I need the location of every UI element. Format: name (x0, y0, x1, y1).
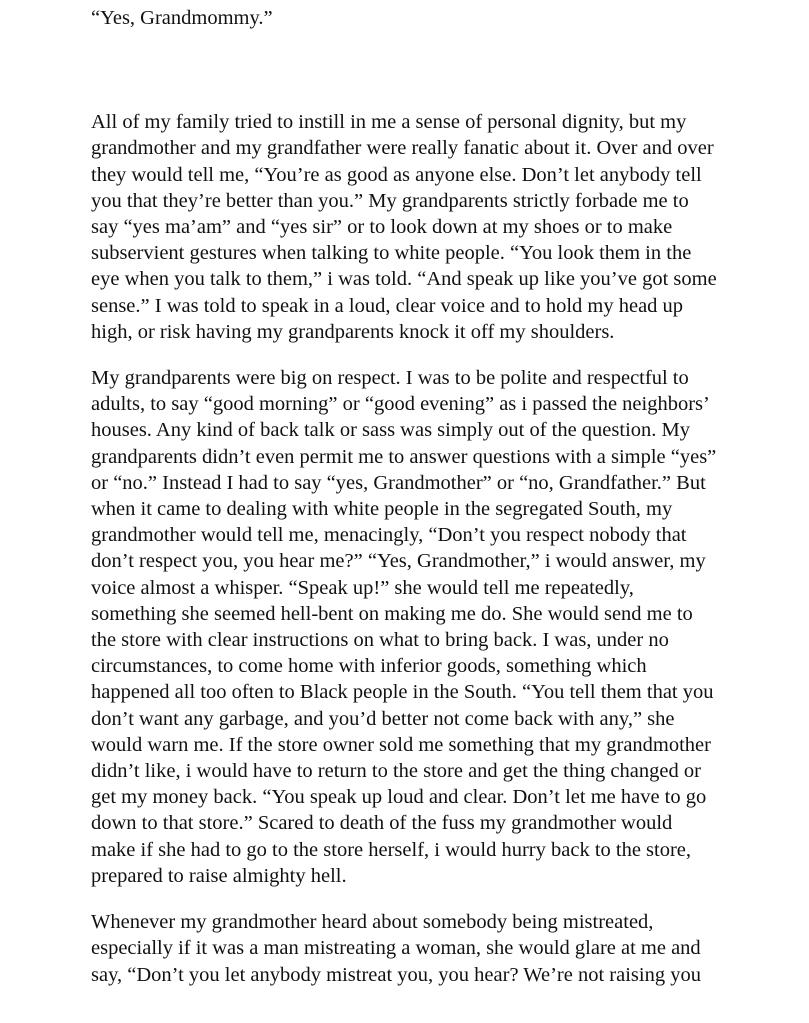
text-line: prepared to raise almighty hell. (91, 864, 347, 887)
text-line: especially if it was a man mistreating a woman, she would glare at me and (91, 937, 701, 960)
text-line: say “yes ma’am” and “yes sir” or to look down at my shoes or to make (91, 216, 673, 239)
text-line: voice almost a whisper. “Speak up!” she would tell me repeatedly, (91, 576, 634, 599)
text-line: “Yes, Grandmommy.” (91, 7, 273, 29)
text-line: you that they’re better than you.” My grandparents strictly forbade me to (91, 189, 689, 212)
text-line: make if she had to go to the store herself, i would hurry back to the store, (91, 838, 692, 861)
text-line: don’t respect you, you hear me?” “Yes, Grandmother,” i would answer, my (91, 550, 706, 573)
text-line: houses. Any kind of back talk or sass was simply out of the question. My (91, 419, 691, 442)
text-line: grandmother and my grandfather were really fanatic about it. Over and over (91, 137, 714, 160)
text-line: subservient gestures when talking to white people. “You look them in the (91, 242, 692, 265)
text-line: circumstances, to come home with inferior goods, something which (91, 655, 647, 678)
text-line: All of my family tried to instill in me a sense of personal dignity, but my (91, 111, 687, 134)
text-line: they would tell me, “You’re as good as anyone else. Don’t let anybody tell (91, 163, 702, 186)
text-line: Whenever my grandmother heard about somebody being mistreated, (91, 911, 654, 934)
paragraph-personal-dignity (91, 109, 791, 345)
text-line: didn’t like, i would have to return to the store and get the thing changed or (91, 760, 701, 783)
text-line: down to that store.” Scared to death of the fuss my grandmother would (91, 812, 673, 835)
text-line: when it came to dealing with white people in the segregated South, my (91, 498, 673, 521)
text-line: sense.” I was told to speak in a loud, clear voice and to hold my head up (91, 294, 684, 317)
text-line: don’t want any garbage, and you’d better not come back with any,” she (91, 707, 675, 730)
text-line: grandparents didn’t even permit me to answer questions with a simple “yes” (91, 445, 717, 468)
text-line: the store with clear instructions on what to bring back. I was, under no (91, 629, 669, 652)
text-line: would warn me. If the store owner sold me something that my grandmother (91, 733, 711, 756)
opening-dialogue-line (91, 5, 791, 31)
text-line: eye when you talk to them,” i was told. “And speak up like you’ve got some (91, 268, 717, 291)
document-page (91, 5, 791, 988)
text-line: something she seemed hell-bent on making me do. She would send me to (91, 602, 693, 625)
text-line: or “no.” Instead I had to say “yes, Grandmother” or “no, Grandfather.” But (91, 471, 706, 494)
text-line: grandmother would tell me, menacingly, “Don’t you respect nobody that (91, 524, 687, 547)
text-line: say, “Don’t you let anybody mistreat you, you hear? We’re not raising you (91, 963, 701, 986)
text-line: adults, to say “good morning” or “good evening” as i passed the neighbors’ (91, 393, 710, 416)
text-line: high, or risk having my grandparents knock it off my shoulders. (91, 320, 615, 343)
text-line: My grandparents were big on respect. I was to be polite and respectful to (91, 367, 689, 390)
text-line: happened all too often to Black people in the South. “You tell them that you (91, 681, 714, 704)
paragraph-respect (91, 365, 791, 889)
text-line: get my money back. “You speak up loud and clear. Don’t let me have to go (91, 786, 707, 809)
paragraph-mistreatment (91, 909, 791, 988)
